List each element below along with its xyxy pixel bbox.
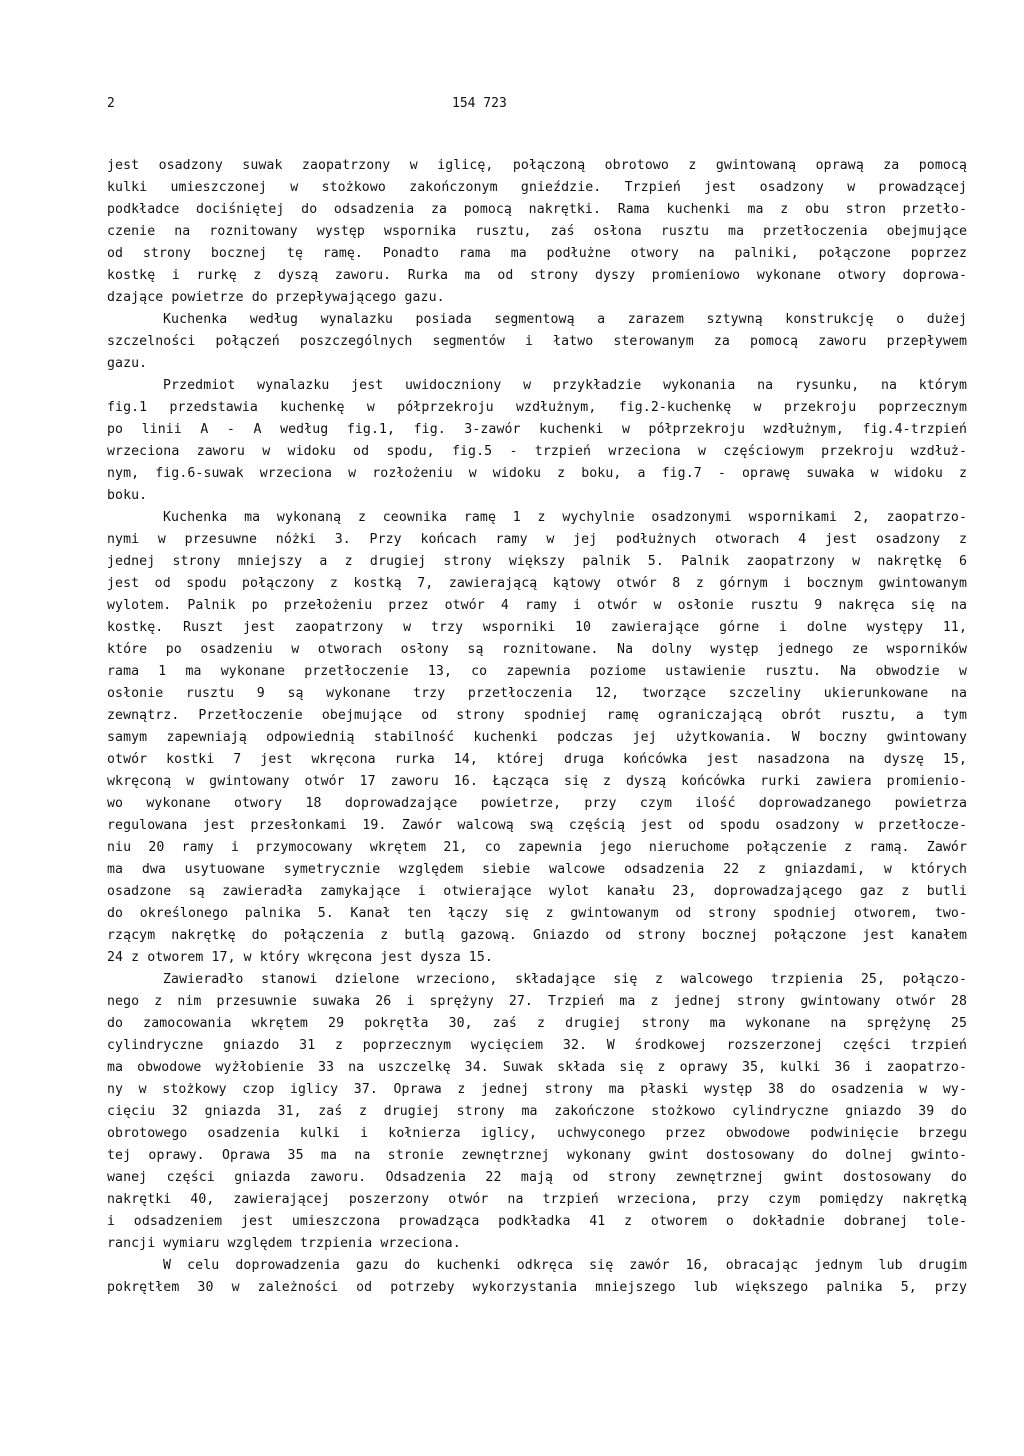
text-line: od strony bocznej tę ramę. Ponadto rama ma podłużne otwory na palniki, połączone poprzez [107, 246, 967, 261]
text-line: jednej strony mniejszy a z drugiej strony większy palnik 5. Palnik zaopatrzony w nakrętkę 6 [107, 554, 967, 569]
text-line: ma dwa usytuowane symetrycznie względem siebie walcowe odsadzenia 22 z gniazdami, w których [107, 862, 967, 877]
text-line: ny w stożkowy czop iglicy 37. Oprawa z jednej strony ma płaski występ 38 do osadzenia w wy- [107, 1082, 967, 1097]
text-line: W celu doprowadzenia gazu do kuchenki odkręca się zawór 16, obracając jednym lub drugim [163, 1258, 967, 1273]
text-line: osłonie rusztu 9 są wykonane trzy przetłoczenia 12, tworzące szczeliny ukierunkowane na [107, 686, 967, 701]
text-line: Kuchenka według wynalazku posiada segmentową a zarazem sztywną konstrukcję o dużej [163, 312, 967, 327]
text-line: tej oprawy. Oprawa 35 ma na stronie zewnętrznej wykonany gwint dostosowany do dolnej gwinto- [107, 1148, 967, 1163]
text-line: czenie na roznitowany występ wspornika rusztu, zaś osłona rusztu ma przetłoczenia obejmujące [107, 224, 967, 239]
text-line: otwór kostki 7 jest wkręcona rurka 14, której druga końcówka jest nasadzona na dyszę 15, [107, 752, 967, 767]
body-text [107, 155, 967, 1299]
text-line: niu 20 ramy i przymocowany wkrętem 21, co zapewnia jego nieruchome połączenie z ramą. Zawór [107, 840, 967, 855]
text-line: jest od spodu połączony z kostką 7, zawierającą kątowy otwór 8 z górnym i bocznym gwintowanym [107, 576, 967, 591]
text-line: kulki umieszczonej w stożkowo zakończonym gnieździe. Trzpień jest osadzony w prowadzącej [107, 180, 967, 195]
page-number: 2 [107, 96, 115, 111]
text-line: nego z nim przesuwnie suwaka 26 i sprężyny 27. Trzpień ma z jednej strony gwintowany otwór 28 [107, 994, 967, 1009]
text-line: obrotowego osadzenia kulki i kołnierza iglicy, uchwyconego przez obwodowe podwinięcie brzegu [107, 1126, 967, 1141]
text-line: Kuchenka ma wykonaną z ceownika ramę 1 z wychylnie osadzonymi wspornikami 2, zaopatrzo- [163, 510, 967, 525]
text-line: osadzone są zawieradła zamykające i otwierające wylot kanału 23, doprowadzającego gaz z butli [107, 884, 967, 899]
text-line: i odsadzeniem jest umieszczona prowadząca podkładka 41 z otworem o dokładnie dobranej tole- [107, 1214, 967, 1229]
text-line: cylindryczne gniazdo 31 z poprzecznym wycięciem 32. W środkowej rozszerzonej części trzpień [107, 1038, 967, 1053]
text-line: jest osadzony suwak zaopatrzony w iglicę, połączoną obrotowo z gwintowaną oprawą za pomocą [107, 158, 967, 173]
text-line: pokrętłem 30 w zależności od potrzeby wykorzystania mniejszego lub większego palnika 5, przy [107, 1280, 967, 1295]
text-line: ma obwodowe wyżłobienie 33 na uszczelkę 34. Suwak składa się z oprawy 35, kulki 36 i zaopatrzo- [107, 1060, 967, 1075]
text-line: 24 z otworem 17, w który wkręcona jest dysza 15. [107, 950, 493, 965]
text-line: wkręconą w gwintowany otwór 17 zaworu 16. Łącząca się z dyszą końcówka rurki zawiera promienio- [107, 774, 967, 789]
text-line: do zamocowania wkrętem 29 pokrętła 30, zaś z drugiej strony ma wykonane na sprężynę 25 [107, 1016, 967, 1031]
text-line: regulowana jest przesłonkami 19. Zawór walcową swą częścią jest od spodu osadzony w przetłocze- [107, 818, 967, 833]
text-line: podkładce dociśniętej do odsadzenia za pomocą nakrętki. Rama kuchenki ma z obu stron przetło- [107, 202, 967, 217]
text-line: wo wykonane otwory 18 doprowadzające powietrze, przy czym ilość doprowadzanego powietrza [107, 796, 967, 811]
text-line: Przedmiot wynalazku jest uwidoczniony w przykładzie wykonania na rysunku, na którym [163, 378, 967, 393]
text-line: nym, fig.6-suwak wrzeciona w rozłożeniu w widoku z boku, a fig.7 - oprawę suwaka w widoku z [107, 466, 967, 481]
text-line: po linii A - A według fig.1, fig. 3-zawór kuchenki w półprzekroju wzdłużnym, fig.4-trzpień [107, 422, 967, 437]
text-line: fig.1 przedstawia kuchenkę w półprzekroju wzdłużnym, fig.2-kuchenkę w przekroju poprzecznym [107, 400, 967, 415]
text-line: które po osadzeniu w otworach osłony są roznitowane. Na dolny występ jednego ze wsporników [107, 642, 967, 657]
text-line: rama 1 ma wykonane przetłoczenie 13, co zapewnia poziome ustawienie rusztu. Na obwodzie w [107, 664, 967, 679]
text-line: nymi w przesuwne nóżki 3. Przy końcach ramy w jej podłużnych otworach 4 jest osadzony z [107, 532, 967, 547]
text-line: samym zapewniają odpowiednią stabilność kuchenki podczas jej użytkowania. W boczny gwintowany [107, 730, 967, 745]
text-line: rancji wymiaru względem trzpienia wrzeciona. [107, 1236, 461, 1251]
text-line: wrzeciona zaworu w widoku od spodu, fig.5 - trzpień wrzeciona w częściowym przekroju wzdłuż- [107, 444, 967, 459]
text-line: nakrętki 40, zawierającej poszerzony otwór na trzpień wrzeciona, przy czym pomiędzy nakrętką [107, 1192, 967, 1207]
text-line: cięciu 32 gniazda 31, zaś z drugiej strony ma zakończone stożkowo cylindryczne gniazdo 39 do [107, 1104, 967, 1119]
text-line: wanej części gniazda zaworu. Odsadzenia 22 mają od strony zewnętrznej gwint dostosowany do [107, 1170, 967, 1185]
text-line: kostkę. Ruszt jest zaopatrzony w trzy wsporniki 10 zawierające górne i dolne występy 11, [107, 620, 967, 635]
text-line: rzącym nakrętkę do połączenia z butlą gazową. Gniazdo od strony bocznej połączone jest kanałem [107, 928, 967, 943]
text-line: Zawieradło stanowi dzielone wrzeciono, składające się z walcowego trzpienia 25, połączo- [163, 972, 967, 987]
text-line: dzające powietrze do przepływającego gazu. [107, 290, 445, 305]
page-header [107, 96, 967, 116]
text-line: do określonego palnika 5. Kanał ten łączy się z gwintowanym od strony spodniej otworem, two- [107, 906, 967, 921]
patent-number: 154 723 [452, 96, 507, 111]
text-line: gazu. [107, 356, 148, 371]
text-line: kostkę i rurkę z dyszą zaworu. Rurka ma od strony dyszy promieniowo wykonane otwory doprowa- [107, 268, 967, 283]
text-line: wylotem. Palnik po przełożeniu przez otwór 4 ramy i otwór w osłonie rusztu 9 nakręca się na [107, 598, 967, 613]
text-line: zewnątrz. Przetłoczenie obejmujące od strony spodniej ramę ograniczającą obrót rusztu, a tym [107, 708, 967, 723]
text-line: szczelności połączeń poszczególnych segmentów i łatwo sterowanym za pomocą zaworu przepływem [107, 334, 967, 349]
text-line: boku. [107, 488, 148, 503]
